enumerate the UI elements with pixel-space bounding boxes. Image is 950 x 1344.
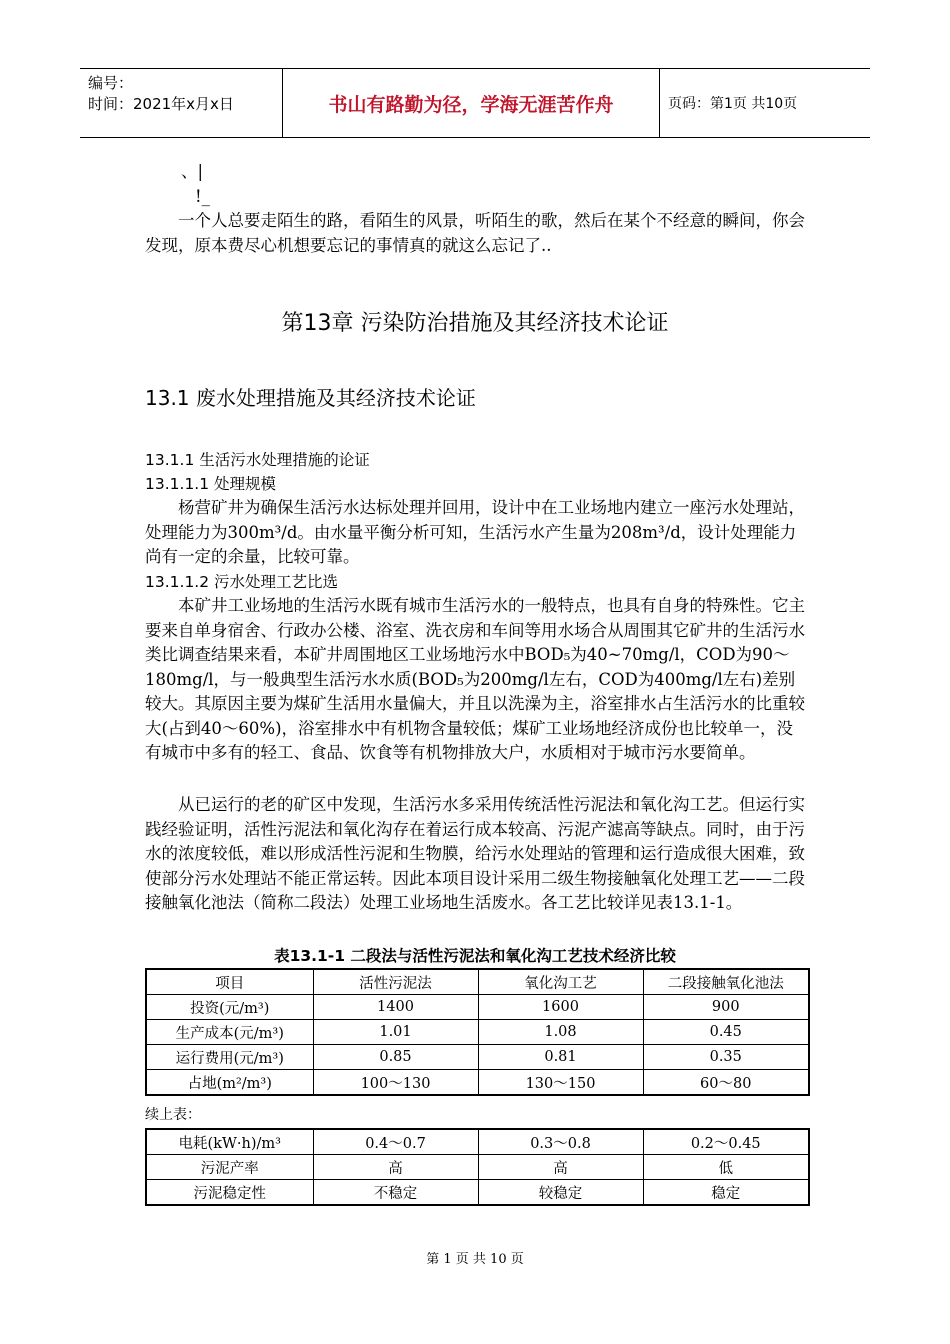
table-row <box>146 1020 809 1045</box>
table-cell: 1400 <box>313 995 478 1020</box>
table-cell: 1600 <box>478 995 643 1020</box>
table-cell: 高 <box>313 1155 478 1180</box>
table-header-cell: 活性污泥法 <box>313 969 478 995</box>
table-cell: 0.45 <box>643 1020 809 1045</box>
table-cell: 稳定 <box>643 1180 809 1206</box>
table-header-cell: 项目 <box>146 969 313 995</box>
header-number: 编号： <box>88 74 134 92</box>
table-cell: 生产成本(元/m³) <box>146 1020 313 1045</box>
table-row <box>146 1155 809 1180</box>
table-cell: 0.3～0.8 <box>478 1129 643 1155</box>
intro-paragraph: 一个人总要走陌生的路，看陌生的风景，听陌生的歌，然后在某个不经意的瞬间，你会发现，原本费尽心机想要忘记的事情真的就这么忘记了.. <box>145 211 805 255</box>
table-cell: 0.85 <box>313 1045 478 1070</box>
table-cell: 60～80 <box>643 1070 809 1096</box>
table-cell: 高 <box>478 1155 643 1180</box>
table-cell: 130～150 <box>478 1070 643 1096</box>
table-row <box>146 995 809 1020</box>
table-cell: 占地(m²/m³) <box>146 1070 313 1096</box>
table-cell: 0.35 <box>643 1045 809 1070</box>
table-cell: 较稳定 <box>478 1180 643 1206</box>
table-cell: 900 <box>643 995 809 1020</box>
table-cell: 不稳定 <box>313 1180 478 1206</box>
table-cell: 1.01 <box>313 1020 478 1045</box>
page-footer: 第 1 页 共 10 页 <box>426 1252 524 1267</box>
comparison-table-continued <box>145 1128 810 1206</box>
header-time: 时间：2021年x月x日 <box>88 95 234 113</box>
table-cell: 0.81 <box>478 1045 643 1070</box>
table-row <box>146 1180 809 1206</box>
table-caption: 表13.1-1 二段法与活性污泥法和氧化沟工艺技术经济比较 <box>274 947 676 965</box>
page-header <box>80 68 870 138</box>
table-cell: 电耗(kW·h)/m³ <box>146 1129 313 1155</box>
table-cell: 运行费用(元/m³) <box>146 1045 313 1070</box>
table-header-cell: 氧化沟工艺 <box>478 969 643 995</box>
paragraph-2: 本矿井工业场地的生活污水既有城市生活污水的一般特点，也具有自身的特殊性。它主要来自单身宿舍、行政办公楼、浴室、洗衣房和车间等用水场合从周围其它矿井的生活污水类比调查结果来看，本矿井周围地区工业场地污水中BOD₅为40~70mg/l，COD为90～180mg/l，与一般典型生活污水水质(BOD₅为200mg/l左右，COD为400mg/l左右)差别较大。其原因主要为煤矿生活用水量偏大，并且以洗澡为主，浴室排水占生活污水的比重较大(占到40～60%)，浴室排水中有机物含量较低；煤矿工业场地经济成份也比较单一，没有城市中多有的轻工、食品、饮食等有机物排放大户，水质相对于城市污水要简单。 <box>145 596 805 762</box>
sub-heading-2: 13.1.1.2 污水处理工艺比选 <box>145 573 339 591</box>
table-cell: 投资(元/m³) <box>146 995 313 1020</box>
header-page-info: 页码：第1页 共10页 <box>668 96 798 112</box>
subsection-title: 13.1.1 生活污水处理措施的论证 <box>145 451 370 469</box>
sub-heading-1: 13.1.1.1 处理规模 <box>145 475 277 493</box>
table-cell: 污泥产率 <box>146 1155 313 1180</box>
paragraph-1: 杨营矿井为确保生活污水达标处理并回用，设计中在工业场地内建立一座污水处理站，处理能力为300m³/d。由水量平衡分析可知，生活污水产生量为208m³/d，设计处理能力尚有一定的余量，比较可靠。 <box>145 498 805 566</box>
table-cell: 1.08 <box>478 1020 643 1045</box>
header-left <box>80 69 282 137</box>
intro-mark-1: 、| <box>181 162 204 181</box>
table-row <box>146 1070 809 1096</box>
section-title: 13.1 废水处理措施及其经济技术论证 <box>145 386 476 410</box>
comparison-table <box>145 968 810 1096</box>
table-cell: 0.4～0.7 <box>313 1129 478 1155</box>
table-header-cell: 二段接触氧化池法 <box>643 969 809 995</box>
chapter-title: 第13章 污染防治措施及其经济技术论证 <box>281 311 669 336</box>
header-motto: 书山有路勤为径，学海无涯苦作舟 <box>282 69 660 137</box>
table-cell: 低 <box>643 1155 809 1180</box>
paragraph-3: 从已运行的老的矿区中发现，生活污水多采用传统活性污泥法和氧化沟工艺。但运行实践经验证明，活性污泥法和氧化沟存在着运行成本较高、污泥产滤高等缺点。同时，由于污水的浓度较低，难以形成活性污泥和生物膜，给污水处理站的管理和运行造成很大困难，致使部分污水处理站不能正常运转。因此本项目设计采用二级生物接触氧化处理工艺——二段接触氧化池法（简称二段法）处理工业场地生活废水。各工艺比较详见表13.1-1。 <box>145 795 805 912</box>
table-header-row <box>146 969 809 995</box>
table-cell: 污泥稳定性 <box>146 1180 313 1206</box>
continued-label: 续上表： <box>145 1107 201 1123</box>
table-cell: 0.2～0.45 <box>643 1129 809 1155</box>
table-row <box>146 1045 809 1070</box>
table-row <box>146 1129 809 1155</box>
intro-mark-2: !_ <box>195 187 210 206</box>
table-cell: 100～130 <box>313 1070 478 1096</box>
